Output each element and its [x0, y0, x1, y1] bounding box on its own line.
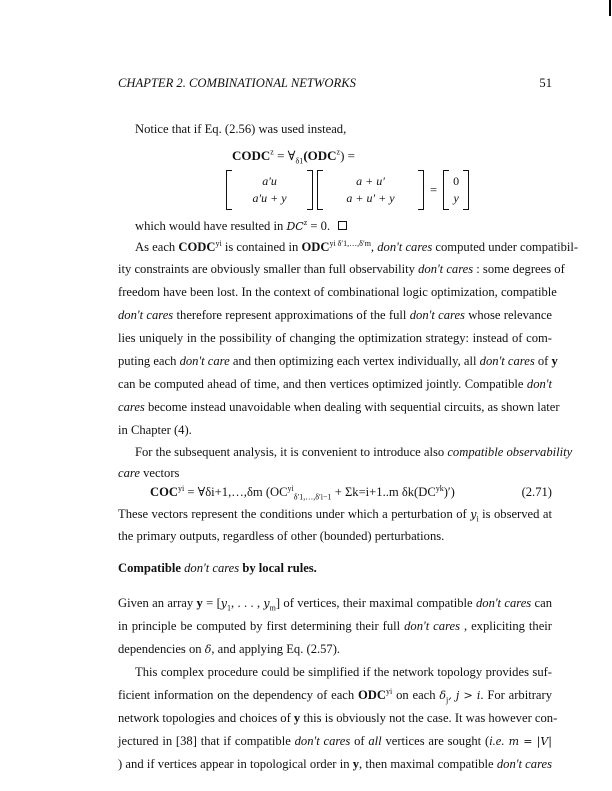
text-line	[118, 422, 552, 438]
text-segment: These vectors represent the conditions under which a perturbation of	[118, 507, 471, 521]
text-line	[118, 733, 552, 750]
qed-icon	[338, 221, 347, 230]
text-segment: is observed at	[478, 507, 552, 521]
text-line	[118, 710, 558, 726]
text-segment: z	[303, 217, 308, 227]
text-segment: Compatible	[118, 561, 185, 575]
text-segment: i.e.	[489, 734, 505, 748]
text-segment: . For arbitrary	[480, 688, 552, 702]
text-segment: in Chapter (4).	[118, 423, 192, 437]
equation-2-71: $COC^{yi}$ = ∀δi+1,…,δm ($OC^{yi}_{\delta'1,\dots,\delta'i-1} + \Sigma k=i+1..m$ $\delta k(DC^{yk})'$)	[150, 483, 455, 502]
text-line	[118, 756, 552, 772]
text-line	[135, 121, 552, 137]
text-segment: ] of vertices, their maximal compatible	[275, 596, 476, 610]
text-segment: , j > i	[448, 689, 481, 702]
text-segment: become instead unavoidable when dealing with sequential circuits, as shown later	[144, 400, 560, 414]
text-segment: = 0.	[307, 219, 331, 233]
text-line	[135, 238, 579, 255]
text-segment: j	[445, 695, 449, 705]
text-line	[118, 284, 557, 300]
text-segment: Given an array	[118, 596, 197, 610]
text-line	[135, 218, 552, 235]
text-segment: don't cares	[479, 354, 535, 368]
text-segment: ODC	[301, 240, 330, 254]
text-line	[118, 307, 552, 323]
text-segment: y	[220, 597, 228, 610]
text-segment: Notice that if Eq. (2.56) was used instead,	[135, 122, 347, 136]
text-segment: ity constraints are obviously smaller than full observability	[118, 262, 419, 276]
text-segment: don't cares	[118, 308, 174, 322]
text-segment: y	[470, 508, 477, 521]
text-line	[135, 444, 573, 460]
text-segment: As each	[135, 240, 179, 254]
text-segment: of	[350, 734, 369, 748]
text-segment: y	[551, 354, 558, 368]
text-segment: compatible observability	[447, 445, 573, 459]
text-segment: this is obviously not the case. It was however con-	[300, 711, 558, 725]
text-line	[118, 465, 552, 481]
text-segment: y	[352, 757, 360, 771]
text-segment: ODC	[358, 688, 387, 702]
text-segment: y	[196, 596, 203, 610]
text-segment: can be computed ahead of time, and then vertices optimized jointly. Compatible	[118, 377, 527, 391]
text-segment: care	[118, 466, 140, 480]
text-segment: in principle be computed by first determining their full	[118, 619, 405, 633]
text-segment: m	[269, 603, 276, 613]
text-segment: jectured in [38] that if compatible	[118, 734, 295, 748]
text-line	[118, 399, 560, 415]
text-segment: by local rules.	[239, 561, 317, 575]
text-segment: don't cares	[496, 757, 552, 771]
text-segment: network topologies and choices of	[118, 711, 294, 725]
text-segment: DC	[286, 220, 304, 233]
text-segment: therefore represent approximations of the full	[173, 308, 410, 322]
text-segment: whose relevance	[464, 308, 552, 322]
section-heading	[118, 560, 552, 576]
text-segment: , then maximal compatible	[359, 757, 497, 771]
text-segment: For the subsequent analysis, it is convenient to introduce also	[135, 445, 448, 459]
text-segment: all	[368, 734, 382, 748]
text-line	[118, 376, 552, 392]
text-segment: and then optimizing each vertex individually, all	[229, 354, 480, 368]
text-line	[118, 528, 552, 544]
text-segment: , expliciting their	[460, 619, 552, 633]
text-segment: This complex procedure could be simplified if the network topology provides suf-	[135, 665, 552, 679]
text-segment: can	[531, 596, 553, 610]
text-segment: don't cares	[418, 262, 474, 276]
page-edge-mark	[609, 0, 611, 16]
text-segment: ficient information on the dependency of each	[118, 688, 359, 702]
text-segment: 1	[227, 603, 232, 613]
equation-codc: $CODC^z$ = $\forall_{\delta 1}(ODC^z)$ =	[232, 147, 356, 166]
text-segment: yi δ′1,…,δ′m	[329, 238, 371, 248]
text-segment: which would have resulted in	[135, 219, 287, 233]
text-segment: don't	[526, 377, 552, 391]
text-segment: dependencies on	[118, 642, 205, 656]
text-segment: = [	[202, 596, 221, 610]
text-segment: vertices are sought (	[381, 734, 490, 748]
text-line	[118, 595, 552, 612]
text-segment: is contained in	[221, 240, 302, 254]
page-number: 51	[539, 76, 552, 90]
text-segment: don't cares	[404, 619, 460, 633]
text-line	[118, 618, 552, 634]
text-segment: , and applying Eq. (2.57).	[211, 642, 341, 656]
text-segment: : some degrees of	[473, 262, 565, 276]
text-segment: δ	[439, 689, 446, 702]
text-segment: i	[476, 514, 479, 524]
text-line	[118, 506, 552, 523]
text-segment: puting each	[118, 354, 180, 368]
text-segment: m = |V|	[504, 735, 552, 748]
text-segment: ) and if vertices appear in topological order in	[118, 757, 353, 771]
text-line	[135, 664, 552, 680]
text-segment: don't cares	[475, 596, 532, 610]
text-segment: don't cares	[184, 561, 240, 575]
text-line	[118, 330, 552, 346]
text-segment: y	[293, 711, 301, 725]
text-segment: on each	[392, 688, 440, 702]
text-segment: CODC	[178, 240, 216, 254]
text-segment: δ	[204, 643, 212, 656]
text-line	[118, 687, 552, 704]
text-segment: cares	[118, 400, 145, 414]
text-line	[118, 261, 565, 277]
running-head: CHAPTER 2. COMBINATIONAL NETWORKS	[118, 76, 356, 90]
text-segment: lies uniquely in the possibility of changing the optimization strategy: instead of com-	[118, 331, 552, 345]
text-line	[118, 641, 552, 658]
text-segment: vectors	[139, 466, 180, 480]
text-segment: freedom have been lost. In the context of combinational logic optimization, compatible	[118, 285, 557, 299]
text-segment: yi	[386, 686, 393, 696]
text-segment: computed under compatibil-	[432, 240, 579, 254]
text-segment: yi	[215, 238, 222, 248]
text-line	[118, 353, 558, 369]
text-segment: of	[534, 354, 552, 368]
text-segment: don't cares	[409, 308, 465, 322]
text-segment: don't cares	[294, 734, 351, 748]
text-segment: , . . . ,	[231, 596, 264, 610]
text-segment: , don't cares	[370, 240, 433, 254]
matrix-equation: a′u a′u + y a + u′ a + u′ + y = 0 y	[226, 170, 469, 210]
text-segment: don't care	[179, 354, 230, 368]
text-segment: the primary outputs, regardless of other (bounded) perturbations.	[118, 529, 445, 543]
text-segment: y	[263, 597, 270, 610]
equation-number: (2.71)	[521, 485, 552, 499]
